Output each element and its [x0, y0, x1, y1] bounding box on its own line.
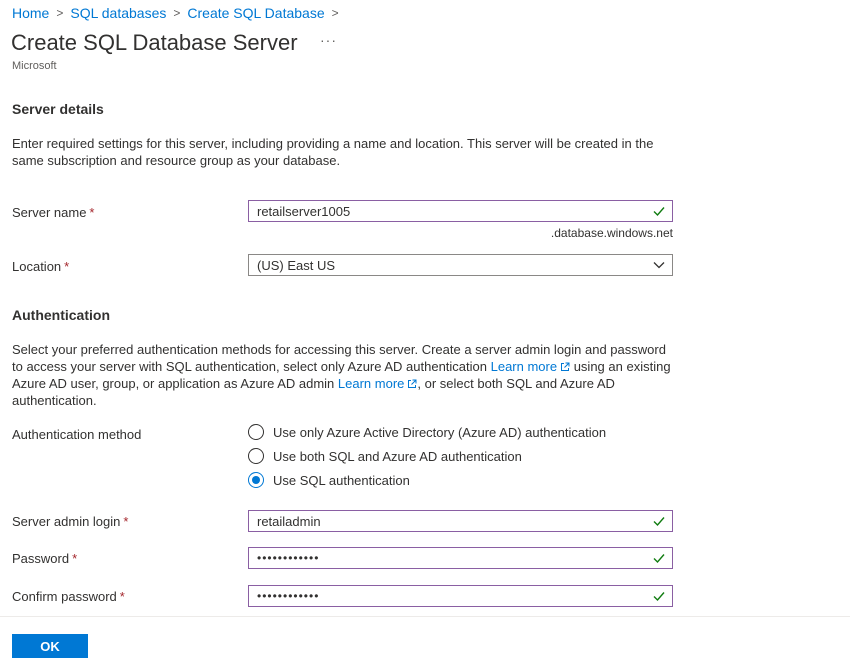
auth-desc-text-1: Select your preferred authentication methods for accessing this server. Create a server admin login and password to access your server with SQL authentication, select only Azure AD authentication [12, 342, 666, 374]
checkmark-icon [652, 514, 666, 528]
auth-desc-text-2: using an existing Azure AD user, group, or application as Azure AD admin [12, 359, 671, 391]
external-link-icon [560, 362, 570, 372]
external-link-icon [407, 379, 417, 389]
checkmark-icon [652, 589, 666, 603]
required-marker: * [123, 514, 129, 529]
server-admin-login-value: retailadmin [257, 513, 321, 529]
password-label [12, 551, 77, 566]
server-admin-login-label-text: Server admin login [12, 514, 121, 529]
server-admin-login-input[interactable] [248, 510, 673, 532]
password-label-text: Password [12, 551, 70, 566]
breadcrumb-separator: > [331, 6, 339, 20]
radio-label: Use only Azure Active Directory (Azure AD) authentication [273, 424, 607, 440]
footer-divider [0, 616, 850, 617]
server-name-label [12, 205, 94, 220]
required-marker: * [64, 259, 70, 274]
radio-azure-ad-only[interactable] [248, 423, 606, 441]
radio-button-selected[interactable] [248, 472, 264, 488]
confirm-password-input[interactable] [248, 585, 673, 607]
location-label [12, 259, 69, 274]
server-name-value: retailserver1005 [257, 203, 351, 219]
server-admin-login-label [12, 514, 128, 529]
location-dropdown[interactable] [248, 254, 673, 276]
breadcrumb-separator: > [56, 6, 64, 20]
authentication-heading: Authentication [12, 307, 110, 323]
learn-more-link-azure-ad[interactable] [491, 359, 570, 374]
learn-more-link-admin[interactable] [338, 376, 417, 391]
page-title: Create SQL Database Server [11, 30, 298, 55]
radio-button[interactable] [248, 448, 264, 464]
more-options-button[interactable]: ··· [320, 32, 337, 48]
password-input[interactable] [248, 547, 673, 569]
confirm-password-label [12, 589, 125, 604]
authentication-description [12, 341, 677, 409]
password-value: •••••••••••• [257, 551, 320, 565]
server-details-description: Enter required settings for this server, including providing a name and location. This server will be created in the same subscription and resource group as your database. [12, 136, 654, 168]
location-label-text: Location [12, 259, 62, 274]
server-name-input[interactable] [248, 200, 673, 222]
breadcrumb [12, 4, 346, 22]
server-name-label-text: Server name [12, 205, 87, 220]
learn-more-text: Learn more [490, 359, 558, 374]
ok-button[interactable]: OK [12, 634, 88, 658]
checkmark-icon [652, 551, 666, 565]
learn-more-text: Learn more [337, 376, 405, 391]
required-marker: * [72, 551, 78, 566]
required-marker: * [119, 589, 125, 604]
auth-desc-text-3: , or select both SQL and Azure AD authentication. [12, 376, 615, 408]
breadcrumb-separator: > [173, 6, 181, 20]
radio-sql-and-azure-ad[interactable] [248, 447, 522, 465]
server-name-suffix: .database.windows.net [550, 226, 673, 240]
server-details-heading: Server details [12, 101, 104, 117]
confirm-password-label-text: Confirm password [12, 589, 117, 604]
breadcrumb-create-sql-database[interactable]: Create SQL Database [187, 5, 325, 21]
publisher-label: Microsoft [12, 60, 57, 72]
chevron-down-icon [652, 258, 666, 272]
radio-sql-authentication[interactable] [248, 471, 410, 489]
authentication-method-label: Authentication method [12, 427, 142, 442]
radio-label: Use SQL authentication [273, 472, 410, 488]
radio-button[interactable] [248, 424, 264, 440]
radio-label: Use both SQL and Azure AD authentication [273, 448, 522, 464]
breadcrumb-sql-databases[interactable]: SQL databases [70, 5, 167, 21]
breadcrumb-home[interactable]: Home [12, 5, 50, 21]
location-value: (US) East US [257, 257, 336, 273]
confirm-password-value: •••••••••••• [257, 589, 320, 603]
checkmark-icon [652, 204, 666, 218]
required-marker: * [89, 205, 95, 220]
